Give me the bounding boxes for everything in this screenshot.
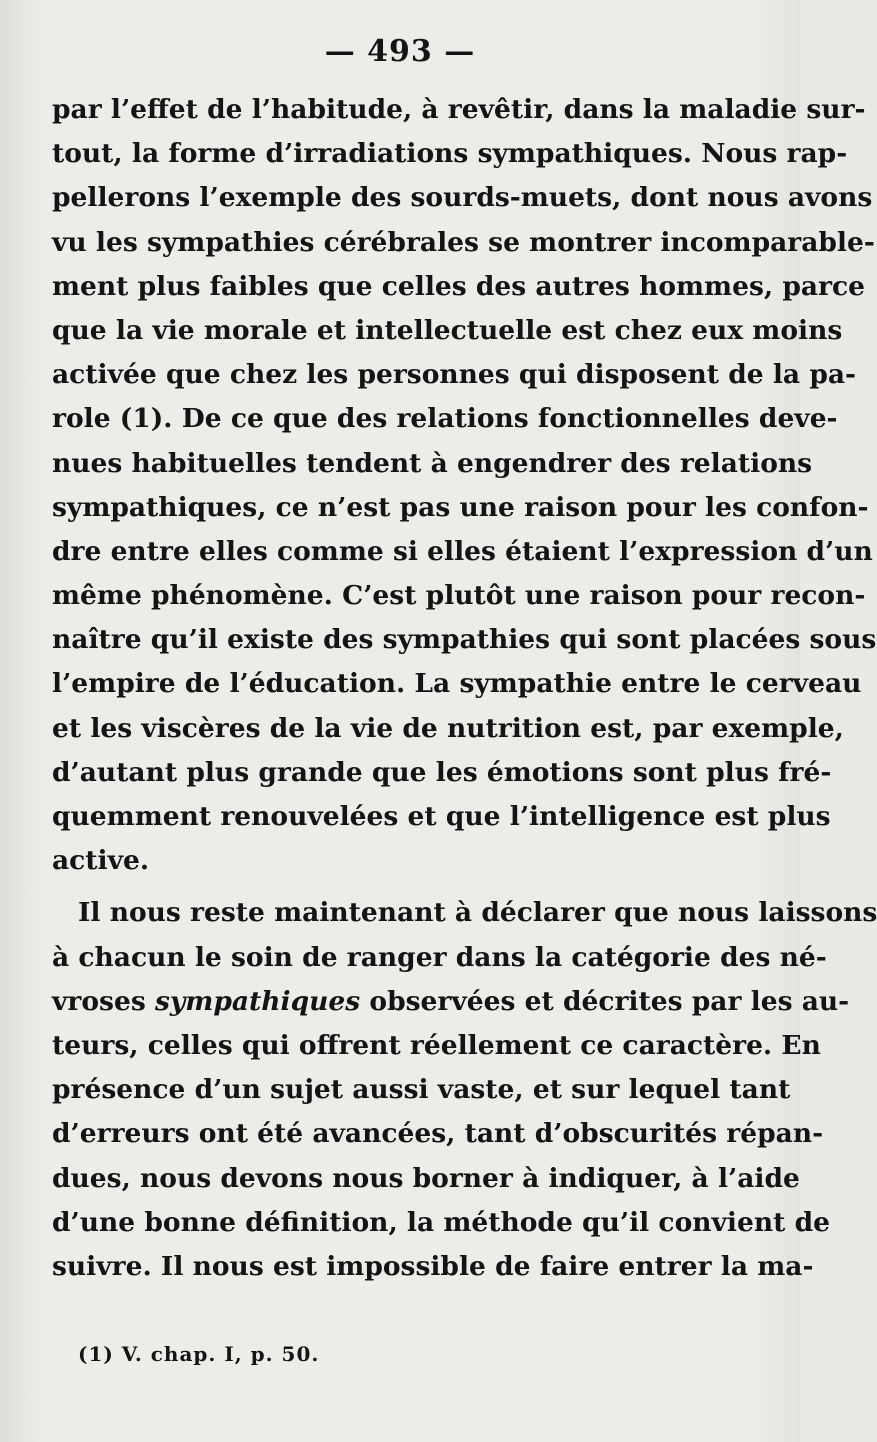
text-segment: observées et décrites par les au- — [360, 985, 850, 1017]
text-line: naître qu’il existe des sympathies qui sont placées sous — [52, 624, 877, 656]
text-line: ment plus faibles que celles des autres hommes, parce — [52, 270, 865, 302]
footnote: (1) V. chap. I, p. 50. — [78, 1342, 320, 1366]
text-line: par l’effet de l’habitude, à revêtir, dans la maladie sur- — [52, 94, 866, 125]
text-line: sympathiques, ce n’est pas une raison pour les confon- — [52, 491, 869, 523]
text-line: quemment renouvelées et que l’intelligence est plus — [52, 801, 831, 832]
text-line: Il nous reste maintenant à déclarer que nous laissons — [78, 897, 877, 929]
text-line: vu les sympathies cérébrales se montrer incomparable- — [52, 226, 875, 258]
paragraph-2 — [52, 891, 877, 1289]
text-line-with-emphasis — [52, 980, 850, 1024]
text-line: suivre. Il nous est impossible de faire entrer la ma- — [52, 1250, 814, 1282]
text-line: d’une bonne définition, la méthode qu’il convient de — [52, 1206, 830, 1238]
text-line: tout, la forme d’irradiations sympathiques. Nous rap- — [52, 138, 848, 170]
emphasized-word: sympathiques — [154, 985, 361, 1017]
text-line: pellerons l’exemple des sourds-muets, dont nous avons — [52, 182, 873, 214]
text-segment: vroses — [52, 985, 155, 1017]
page-number: — 493 — — [324, 34, 476, 69]
text-line: active. — [52, 845, 150, 877]
text-line: role (1). De ce que des relations fonctionnelles deve- — [52, 403, 838, 435]
text-line: présence d’un sujet aussi vaste, et sur lequel tant — [52, 1074, 791, 1106]
text-line: d’erreurs ont été avancées, tant d’obscurités répan- — [52, 1118, 824, 1150]
text-line: et les viscères de la vie de nutrition est, par exemple, — [52, 712, 844, 744]
text-line: nues habituelles tendent à engendrer des relations — [52, 447, 813, 479]
text-line: teurs, celles qui offrent réellement ce caractère. En — [52, 1029, 821, 1061]
text-line: même phénomène. C’est plutôt une raison pour recon- — [52, 580, 866, 612]
text-line: l’empire de l’éducation. La sympathie entre le cerveau — [52, 668, 862, 700]
text-line: activée que chez les personnes qui disposent de la pa- — [52, 359, 857, 391]
text-line: dues, nous devons nous borner à indiquer, à l’aide — [52, 1162, 800, 1194]
body-text — [52, 88, 877, 1289]
text-line: d’autant plus grande que les émotions sont plus fré- — [52, 756, 832, 788]
text-line: à chacun le soin de ranger dans la catégorie des né- — [52, 941, 827, 973]
text-line: que la vie morale et intellectuelle est chez eux moins — [52, 314, 843, 346]
text-line: dre entre elles comme si elles étaient l’expression d’un — [52, 535, 873, 567]
paragraph-gap — [52, 883, 750, 891]
paragraph-1 — [52, 88, 877, 883]
